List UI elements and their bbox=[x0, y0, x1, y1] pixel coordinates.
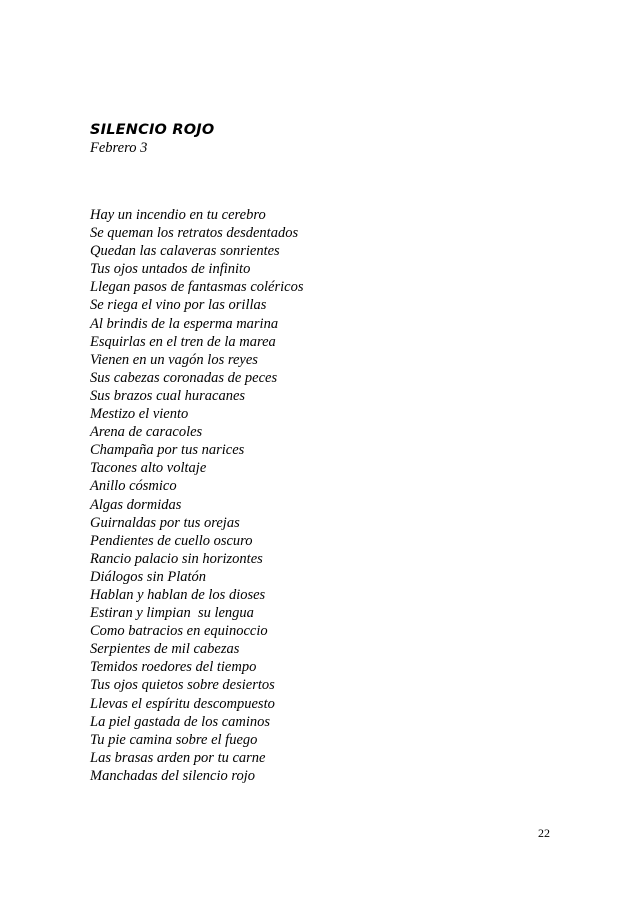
poem-line: Sus cabezas coronadas de peces bbox=[90, 369, 278, 386]
poem-line: Tus ojos quietos sobre desiertos bbox=[90, 677, 275, 694]
poem-line: Algas dormidas bbox=[90, 496, 182, 513]
poem-line: Esquirlas en el tren de la marea bbox=[90, 333, 276, 350]
poem-title: SILENCIO ROJO bbox=[90, 122, 215, 138]
poem-line: Rancio palacio sin horizontes bbox=[90, 550, 263, 567]
poem-line: Quedan las calaveras sonrientes bbox=[90, 243, 280, 260]
page-number: 22 bbox=[538, 826, 550, 840]
poem-line: Mestizo el viento bbox=[90, 406, 189, 423]
poem-line: Pendientes de cuello oscuro bbox=[90, 532, 253, 549]
poem-line: Manchadas del silencio rojo bbox=[90, 767, 255, 784]
poem-line: Como batracios en equinoccio bbox=[90, 623, 268, 640]
poem-line: Serpientes de mil cabezas bbox=[90, 641, 240, 658]
poem-body bbox=[90, 206, 303, 785]
poem-line: Guirnaldas por tus orejas bbox=[90, 514, 240, 531]
poem-line: Hablan y hablan de los dioses bbox=[90, 586, 266, 603]
poem-line: Temidos roedores del tiempo bbox=[90, 659, 257, 676]
poem-line: Champaña por tus narices bbox=[90, 442, 245, 459]
poem-line: Sus brazos cual huracanes bbox=[90, 387, 246, 404]
poem-line: La piel gastada de los caminos bbox=[90, 713, 271, 730]
poem-line: Tacones alto voltaje bbox=[90, 460, 207, 477]
poem-line: Llegan pasos de fantasmas coléricos bbox=[90, 279, 304, 296]
poem-line: Vienen en un vagón los reyes bbox=[90, 351, 258, 368]
poem-line: Se queman los retratos desdentados bbox=[90, 225, 299, 242]
poem-line: Al brindis de la esperma marina bbox=[90, 315, 279, 332]
poem-line: Arena de caracoles bbox=[90, 424, 203, 441]
poem-line: Llevas el espíritu descompuesto bbox=[90, 695, 275, 712]
poem-line: Diálogos sin Platón bbox=[90, 568, 207, 585]
poem-line: Estiran y limpian su lengua bbox=[90, 605, 254, 622]
poem-line: Tus ojos untados de infinito bbox=[90, 261, 251, 278]
poem-line: Anillo cósmico bbox=[90, 478, 177, 495]
poem-date: Febrero 3 bbox=[90, 140, 148, 156]
poem-line: Hay un incendio en tu cerebro bbox=[90, 207, 266, 223]
poem-line: Las brasas arden por tu carne bbox=[90, 749, 266, 766]
poem-line: Tu pie camina sobre el fuego bbox=[90, 731, 258, 748]
poem-line: Se riega el vino por las orillas bbox=[90, 297, 267, 314]
